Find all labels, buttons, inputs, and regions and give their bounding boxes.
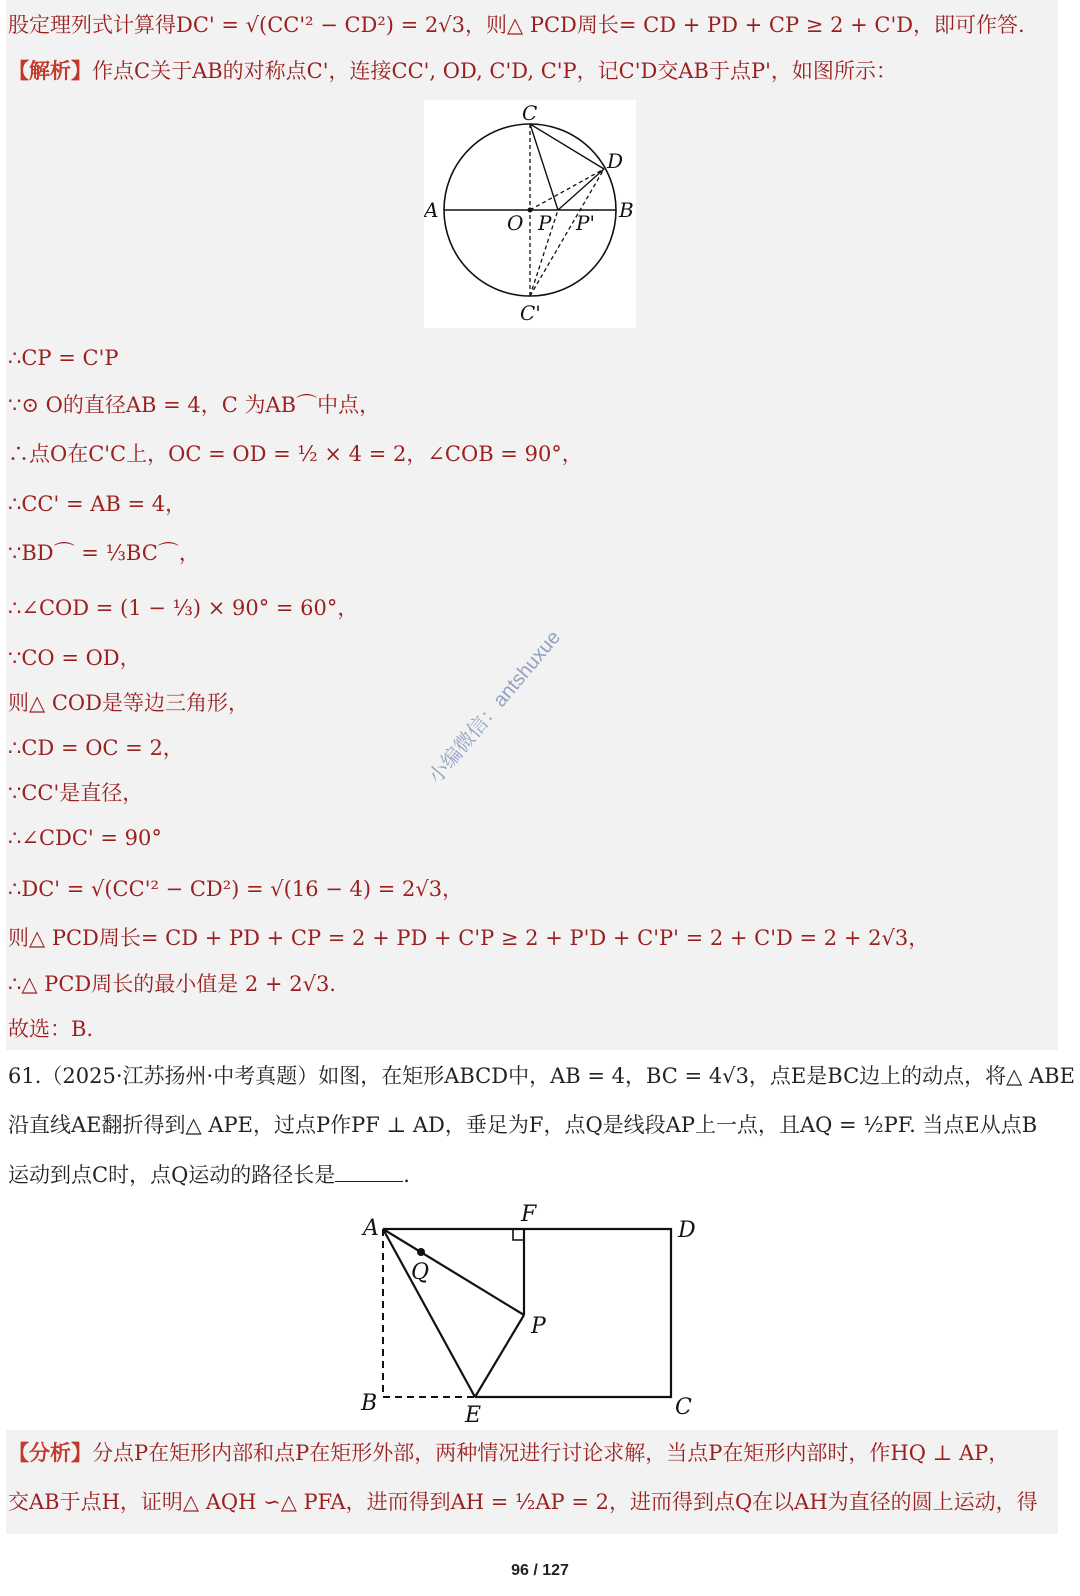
label-c: C	[675, 1395, 692, 1420]
step-4: ∴CC' = AB = 4，	[8, 492, 187, 516]
page-number: 96 / 127	[511, 1562, 569, 1579]
circle-figure	[424, 100, 636, 328]
step-7: ∵CO = OD，	[8, 646, 141, 670]
segment-ap	[383, 1229, 524, 1315]
step-12: ∴DC' = √(CC'² − CD²) = √(16 − 4) = 2√3，	[8, 877, 464, 901]
analysis-text: 作点C关于AB的对称点C'，连接CC', OD, C'D, C'P，记C'D交AB于点P'，如图所示：	[92, 59, 897, 83]
label-a: A	[424, 198, 439, 222]
line-pd	[558, 169, 604, 210]
analysis2-tag: 【分析】	[8, 1440, 92, 1465]
label-p-prime: P'	[576, 211, 595, 235]
step-15: 故选：B.	[8, 1017, 94, 1041]
analysis2-text-1: 分点P在矩形内部和点P在矩形外部，两种情况进行讨论求解，当点P在矩形内部时，作HQ ⊥ AP，	[92, 1441, 1010, 1465]
label-c-prime: C'	[520, 301, 541, 325]
question-line-1: 61.（2025·江苏扬州·中考真题）如图，在矩形ABCD中，AB = 4，BC = 4√3，点E是BC边上的动点，将△ ABE	[8, 1064, 1075, 1088]
point-q	[417, 1248, 425, 1256]
label-q: Q	[411, 1260, 430, 1285]
analysis2-line-2: 交AB于点H，证明△ AQH ∽△ PFA，进而得到AH = ½AP = 2，进而得到点Q在以AH为直径的圆上运动，得	[8, 1490, 1038, 1514]
label-o: O	[507, 211, 524, 235]
label-d: D	[607, 149, 624, 173]
question-line-3-end: .	[403, 1163, 410, 1187]
step-9: ∴CD = OC = 2，	[8, 736, 184, 760]
question-line-3	[8, 1160, 410, 1190]
label-e: E	[465, 1403, 482, 1428]
question-line-3-text: 运动到点C时，点Q运动的路径长是	[8, 1163, 336, 1187]
analysis-tag: 【解析】	[8, 58, 92, 83]
question-line-2: 沿直线AE翻折得到△ APE，过点P作PF ⊥ AD，垂足为F，点Q是线段AP上一点，且AQ = ½PF. 当点E从点B	[8, 1113, 1038, 1137]
label-p: P	[531, 1314, 546, 1339]
step-14: ∴△ PCD周长的最小值是 2 + 2√3.	[8, 972, 336, 996]
right-angle-mark	[513, 1229, 524, 1240]
label-f: F	[521, 1202, 537, 1227]
rectangle-figure	[355, 1195, 715, 1430]
label-b: B	[619, 198, 634, 222]
analysis-line	[8, 56, 897, 86]
solution-line-0: 股定理列式计算得DC' = √(CC'² − CD²) = 2√3，则△ PCD周长= CD + PD + CP ≥ 2 + C'D，即可作答.	[8, 13, 1025, 37]
line-od	[530, 169, 604, 210]
step-2: ∵⊙ O的直径AB = 4，C 为AB⌒中点，	[8, 393, 381, 417]
watermark: 小编微信：antshuxue	[424, 626, 566, 788]
answer-blank[interactable]	[335, 1161, 403, 1182]
step-10: ∵CC'是直径，	[8, 781, 144, 805]
step-11: ∴∠CDC' = 90°	[8, 826, 162, 850]
label-a: A	[363, 1216, 379, 1241]
point-o	[528, 208, 533, 213]
step-3: ∴点O在C'C上，OC = OD = ½ × 4 = 2，∠COB = 90°，	[8, 442, 583, 466]
segment-pe	[475, 1315, 524, 1397]
step-5: ∵BD⌒ = ⅓BC⌒，	[8, 541, 200, 565]
step-6: ∴∠COD = (1 − ⅓) × 90° = 60°，	[8, 596, 359, 620]
line-cd	[530, 124, 604, 169]
step-8: 则△ COD是等边三角形，	[8, 691, 249, 715]
line-cp	[530, 124, 558, 210]
segment-ae	[383, 1229, 475, 1397]
label-p: P	[538, 211, 552, 235]
label-d: D	[678, 1218, 696, 1243]
step-1: ∴CP = C'P	[8, 346, 119, 370]
analysis2-line-1	[8, 1438, 1009, 1468]
label-c: C	[522, 101, 538, 125]
step-13: 则△ PCD周长= CD + PD + CP = 2 + PD + C'P ≥ 2 + P'D + C'P' = 2 + C'D = 2 + 2√3，	[8, 926, 930, 950]
label-b: B	[361, 1391, 378, 1416]
